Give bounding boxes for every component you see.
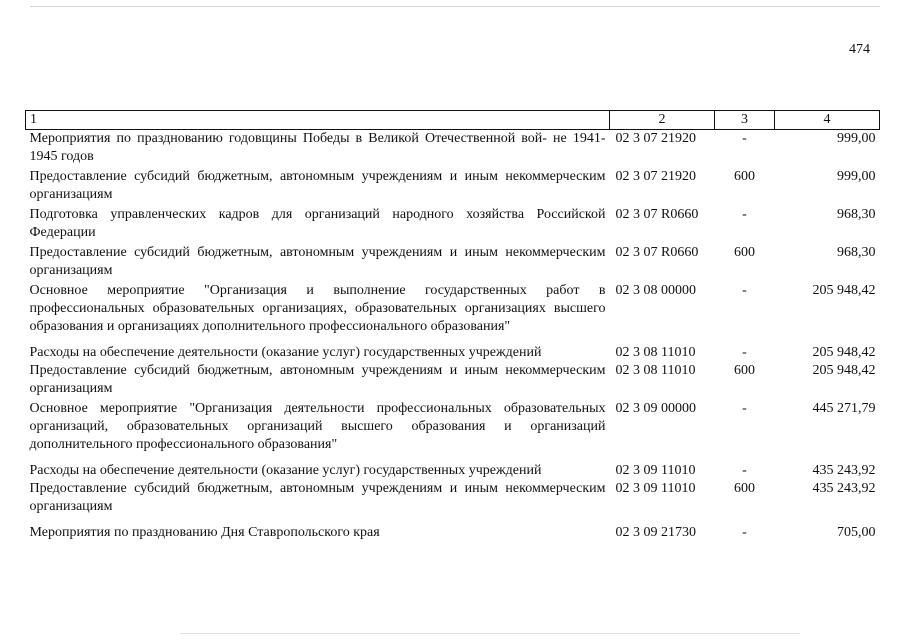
row-sum: 435 243,92: [812, 481, 876, 496]
row-vr: 600: [734, 481, 755, 496]
table-row: [26, 480, 880, 524]
row-name: Основное мероприятие "Организация и выполнение государственных работ в профессиональных образовательных организациях, образовательных организациях высшего образования и организациях дополнительного профессионального образования": [29, 283, 606, 334]
row-vr: -: [742, 283, 747, 298]
table-header-row: [26, 111, 880, 130]
table-row: [26, 282, 880, 344]
row-sum: 445 271,79: [812, 401, 876, 416]
table-row: [26, 462, 880, 480]
row-sum: 205 948,42: [812, 345, 876, 360]
row-sum: 205 948,42: [812, 363, 876, 378]
row-code: 02 3 09 00000: [615, 401, 696, 416]
table-row: [26, 168, 880, 206]
row-sum: 205 948,42: [812, 283, 876, 298]
row-name: Мероприятия по празднованию годовщины Победы в Великой Отечественной вой- не 1941-1945 годов: [29, 131, 606, 164]
row-name: Предоставление субсидий бюджетным, автономным учреждениям и иным некоммерческим организациям: [29, 245, 606, 278]
row-code: 02 3 09 21730: [615, 525, 696, 540]
row-vr: -: [742, 401, 747, 416]
table-row: [26, 344, 880, 362]
table-row: [26, 362, 880, 400]
row-name: Мероприятия по празднованию Дня Ставропольского края: [29, 525, 380, 540]
row-code: 02 3 07 21920: [615, 131, 696, 146]
row-sum: 705,00: [837, 525, 876, 540]
row-code: 02 3 09 11010: [615, 481, 696, 496]
row-code: 02 3 09 11010: [615, 463, 696, 478]
row-vr: 600: [734, 169, 755, 184]
column-header-3: 3: [715, 111, 775, 130]
row-code: 02 3 08 00000: [615, 283, 696, 298]
row-sum: 968,30: [837, 245, 876, 260]
row-vr: -: [742, 345, 747, 360]
row-code: 02 3 07 21920: [615, 169, 696, 184]
row-sum: 999,00: [837, 169, 876, 184]
row-code: 02 3 07 R0660: [615, 245, 699, 260]
row-name: Подготовка управленческих кадров для организаций народного хозяйства Российской Федерации: [29, 207, 606, 240]
column-header-4: 4: [775, 111, 880, 130]
row-vr: -: [742, 525, 747, 540]
table-row: [26, 400, 880, 462]
scan-edge-top: [30, 6, 880, 7]
row-sum: 435 243,92: [812, 463, 876, 478]
table-row: [26, 206, 880, 244]
column-header-2: 2: [610, 111, 715, 130]
table-row: [26, 524, 880, 542]
row-vr: 600: [734, 245, 755, 260]
row-name: Предоставление субсидий бюджетным, автономным учреждениям и иным некоммерческим организациям: [29, 169, 606, 202]
row-vr: -: [742, 463, 747, 478]
scan-edge-bottom: [180, 633, 800, 634]
row-name: Расходы на обеспечение деятельности (оказание услуг) государственных учреждений: [29, 463, 542, 478]
row-code: 02 3 08 11010: [615, 345, 696, 360]
row-sum: 999,00: [837, 131, 876, 146]
table-row: [26, 130, 880, 169]
row-vr: 600: [734, 363, 755, 378]
column-header-1: 1: [26, 111, 610, 130]
row-sum: 968,30: [837, 207, 876, 222]
row-vr: -: [742, 131, 747, 146]
budget-table: [25, 110, 880, 542]
page-number: 474: [849, 42, 870, 57]
row-code: 02 3 07 R0660: [615, 207, 699, 222]
row-name: Основное мероприятие "Организация деятельности профессиональных образовательных организаций, образовательных организаций высшего образования и организаций дополнительного профессионального образования": [29, 401, 606, 452]
table-row: [26, 244, 880, 282]
row-name: Расходы на обеспечение деятельности (оказание услуг) государственных учреждений: [29, 345, 542, 360]
row-name: Предоставление субсидий бюджетным, автономным учреждениям и иным некоммерческим организациям: [29, 363, 606, 396]
row-vr: -: [742, 207, 747, 222]
row-name: Предоставление субсидий бюджетным, автономным учреждениям и иным некоммерческим организациям: [29, 481, 606, 514]
row-code: 02 3 08 11010: [615, 363, 696, 378]
